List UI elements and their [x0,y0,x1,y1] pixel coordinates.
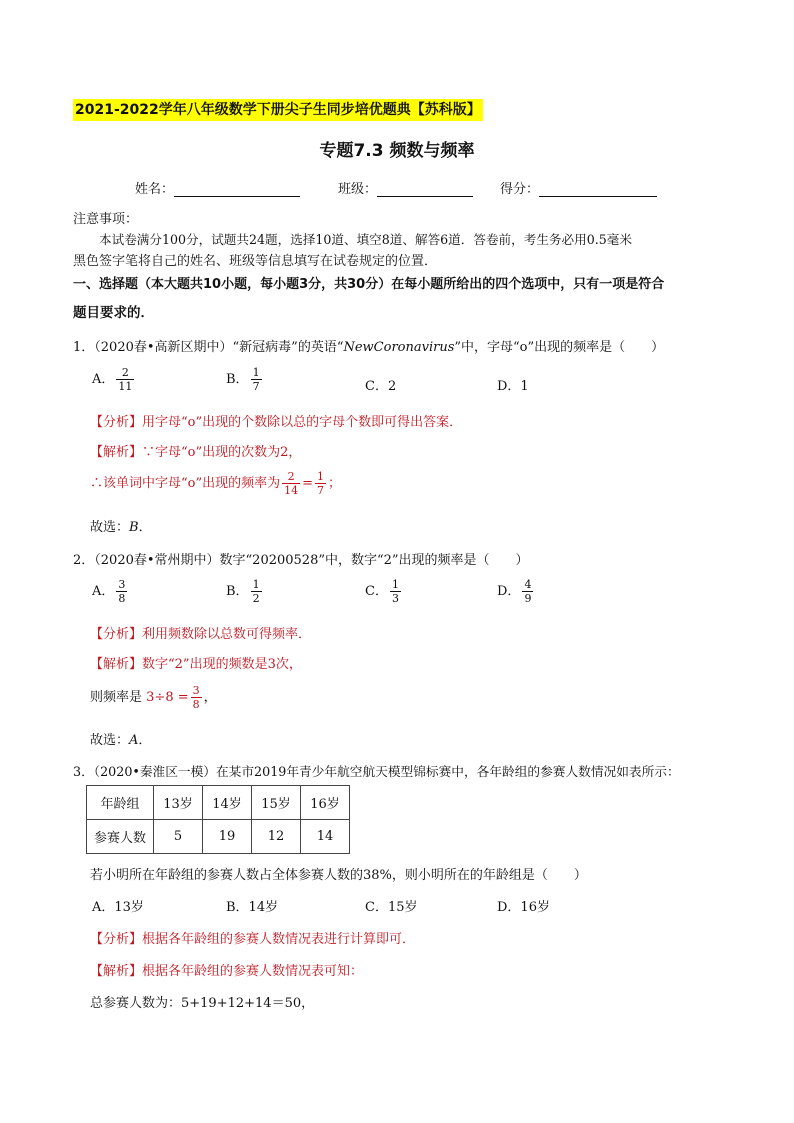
q1-stem-word: NewCoronavirus [343,340,455,355]
solution-text: ∵字母“o”出现的次数为2， [142,445,302,460]
class-blank[interactable] [377,182,473,197]
answer-label: 故选： [90,733,130,748]
fraction-numerator: 1 [391,578,399,591]
score-label: 得分： [500,182,540,197]
step-fraction-2 [315,470,326,497]
q3-stem: 3．（2020•秦淮区一模）在某市2019年青少年航空航天模型锦标赛中，各年龄组的参赛人数情况如表所示： [73,764,680,779]
name-label: 姓名： [135,182,175,197]
score-field[interactable] [500,178,657,197]
q2-solution-step-2 [90,684,217,711]
fraction-denominator: 8 [192,698,200,711]
q1-option-a-label: A． [92,372,115,387]
table-cell: 年龄组 [87,786,154,820]
q2-option-d-fraction [522,578,533,605]
q3-option-b[interactable]: B．14岁 [226,900,279,915]
step-end: ； [328,476,342,491]
q1-stem [73,336,664,355]
age-group-table [86,785,350,854]
fraction-numerator: 2 [121,366,129,379]
q1-option-c[interactable]: C．2 [365,379,397,394]
q2-option-c[interactable] [365,578,403,605]
notes-heading: 注意事项： [73,212,139,227]
fraction-denominator: 14 [284,484,299,497]
q2-answer [90,729,151,748]
q1-answer [90,516,152,535]
fraction-numerator: 2 [287,470,295,483]
fraction-numerator: 1 [252,578,260,591]
fraction-denominator: 8 [118,592,126,605]
fraction-denominator: 7 [317,484,325,497]
fraction-denominator: 11 [118,380,133,393]
notes-line-1: 本试卷满分100分，试题共24题，选择10道、填空8道、解答6道．答卷前，考生务必用0.5毫米 [99,232,632,247]
q2-option-a-label: A． [92,584,115,599]
step-fraction-1 [282,470,300,497]
series-banner: 2021-2022学年八年级数学下册尖子生同步培优题典【苏科版】 [73,99,483,121]
q2-option-b-fraction [251,578,262,605]
q1-analysis [90,411,462,430]
q2-option-a-fraction [116,578,127,605]
step-end: ， [203,690,217,705]
answer-label: 故选： [90,520,130,535]
notes-line-2: 黑色签字笔将自己的姓名、班级等信息填写在试卷规定的位置． [73,254,438,269]
q2-option-a[interactable] [92,578,129,605]
q2-option-d[interactable] [497,578,535,605]
step-fraction [191,684,202,711]
solution-text: 根据各年龄组的参赛人数情况表可知： [142,964,364,979]
step-text: 则频率是 [90,690,143,705]
q1-stem-text: 1．（2020春•高新区期中）“新冠病毒”的英语“ [73,340,344,355]
table-cell: 5 [154,820,203,854]
fraction-numerator: 4 [524,578,532,591]
answer-end: ． [138,520,152,535]
fraction-denominator: 3 [391,592,399,605]
answer-end: ． [138,733,152,748]
q2-option-c-label: C． [365,584,388,599]
q3-option-d[interactable]: D．16岁 [497,900,550,915]
section-heading-line-1: 一、选择题（本大题共10小题，每小题3分，共30分）在每小题所给出的四个选项中，只有一项是符合 [73,277,665,292]
name-blank[interactable] [174,182,300,197]
q3-analysis [90,928,415,947]
q1-stem-tail: ”中，字母“o”出现的频率是（ ） [454,340,665,355]
fraction-numerator: 3 [118,578,126,591]
answer-value: B [129,520,139,535]
analysis-text: 利用频数除以总数可得频率． [142,627,312,642]
q3-option-a[interactable]: A．13岁 [92,900,144,915]
equals-sign: = [302,476,314,491]
fraction-denominator: 2 [252,592,260,605]
analysis-text: 根据各年龄组的参赛人数情况表进行计算即可． [142,932,416,947]
table-row-data [87,820,350,854]
q2-option-b-label: B． [226,584,249,599]
q1-solution-step-2 [90,470,341,497]
q2-solution [90,653,302,672]
step-expression: 3÷8 = [146,690,189,705]
table-cell: 16岁 [301,786,350,820]
analysis-text: 用字母“o”出现的个数除以总的字母个数即可得出答案． [142,415,463,430]
analysis-tag: 【分析】 [90,415,143,430]
q3-option-c[interactable]: C．15岁 [365,900,418,915]
class-label: 班级： [338,182,378,197]
score-blank[interactable] [539,182,657,197]
answer-value: A [129,733,139,748]
table-cell: 12 [252,820,301,854]
q3-question: 若小明所在年龄组的参赛人数占全体参赛人数的38%，则小明所在的年龄组是（ ） [90,868,587,883]
fraction-numerator: 1 [252,366,260,379]
solution-text: 数字“2”出现的频数是3次， [142,657,302,672]
analysis-tag: 【分析】 [90,627,143,642]
q1-option-b[interactable] [226,366,264,393]
q1-solution [90,441,301,460]
fraction-numerator: 3 [192,684,200,697]
q2-option-d-label: D． [497,584,521,599]
q1-option-a[interactable] [92,366,136,393]
q1-option-a-fraction [116,366,134,393]
fraction-numerator: 1 [317,470,325,483]
q2-analysis [90,623,311,642]
page-title: 专题7.3 频数与频率 [319,141,475,161]
section-heading-line-2: 题目要求的． [73,305,154,321]
fraction-denominator: 7 [252,380,260,393]
table-cell: 13岁 [154,786,203,820]
q2-option-c-fraction [390,578,401,605]
solution-tag: 【解析】 [90,445,143,460]
q1-option-b-fraction [251,366,262,393]
name-field[interactable] [135,178,300,197]
q2-option-b[interactable] [226,578,264,605]
solution-tag: 【解析】 [90,964,143,979]
table-row-header [87,786,350,820]
class-field[interactable] [338,178,473,197]
fraction-denominator: 9 [524,592,532,605]
table-cell: 14岁 [203,786,252,820]
q3-solution [90,960,363,979]
table-cell: 参赛人数 [87,820,154,854]
q3-total: 总参赛人数为：5+19+12+14＝50， [90,996,315,1011]
table-cell: 15岁 [252,786,301,820]
analysis-tag: 【分析】 [90,932,143,947]
table-cell: 19 [203,820,252,854]
solution-tag: 【解析】 [90,657,143,672]
q1-option-d[interactable]: D．1 [497,379,529,394]
q1-option-b-label: B． [226,372,249,387]
q2-stem: 2．（2020春•常州期中）数字“20200528”中，数字“2”出现的频率是（ ） [73,553,529,568]
step-text: ∴该单词中字母“o”出现的频率为 [90,476,281,491]
table-cell: 14 [301,820,350,854]
